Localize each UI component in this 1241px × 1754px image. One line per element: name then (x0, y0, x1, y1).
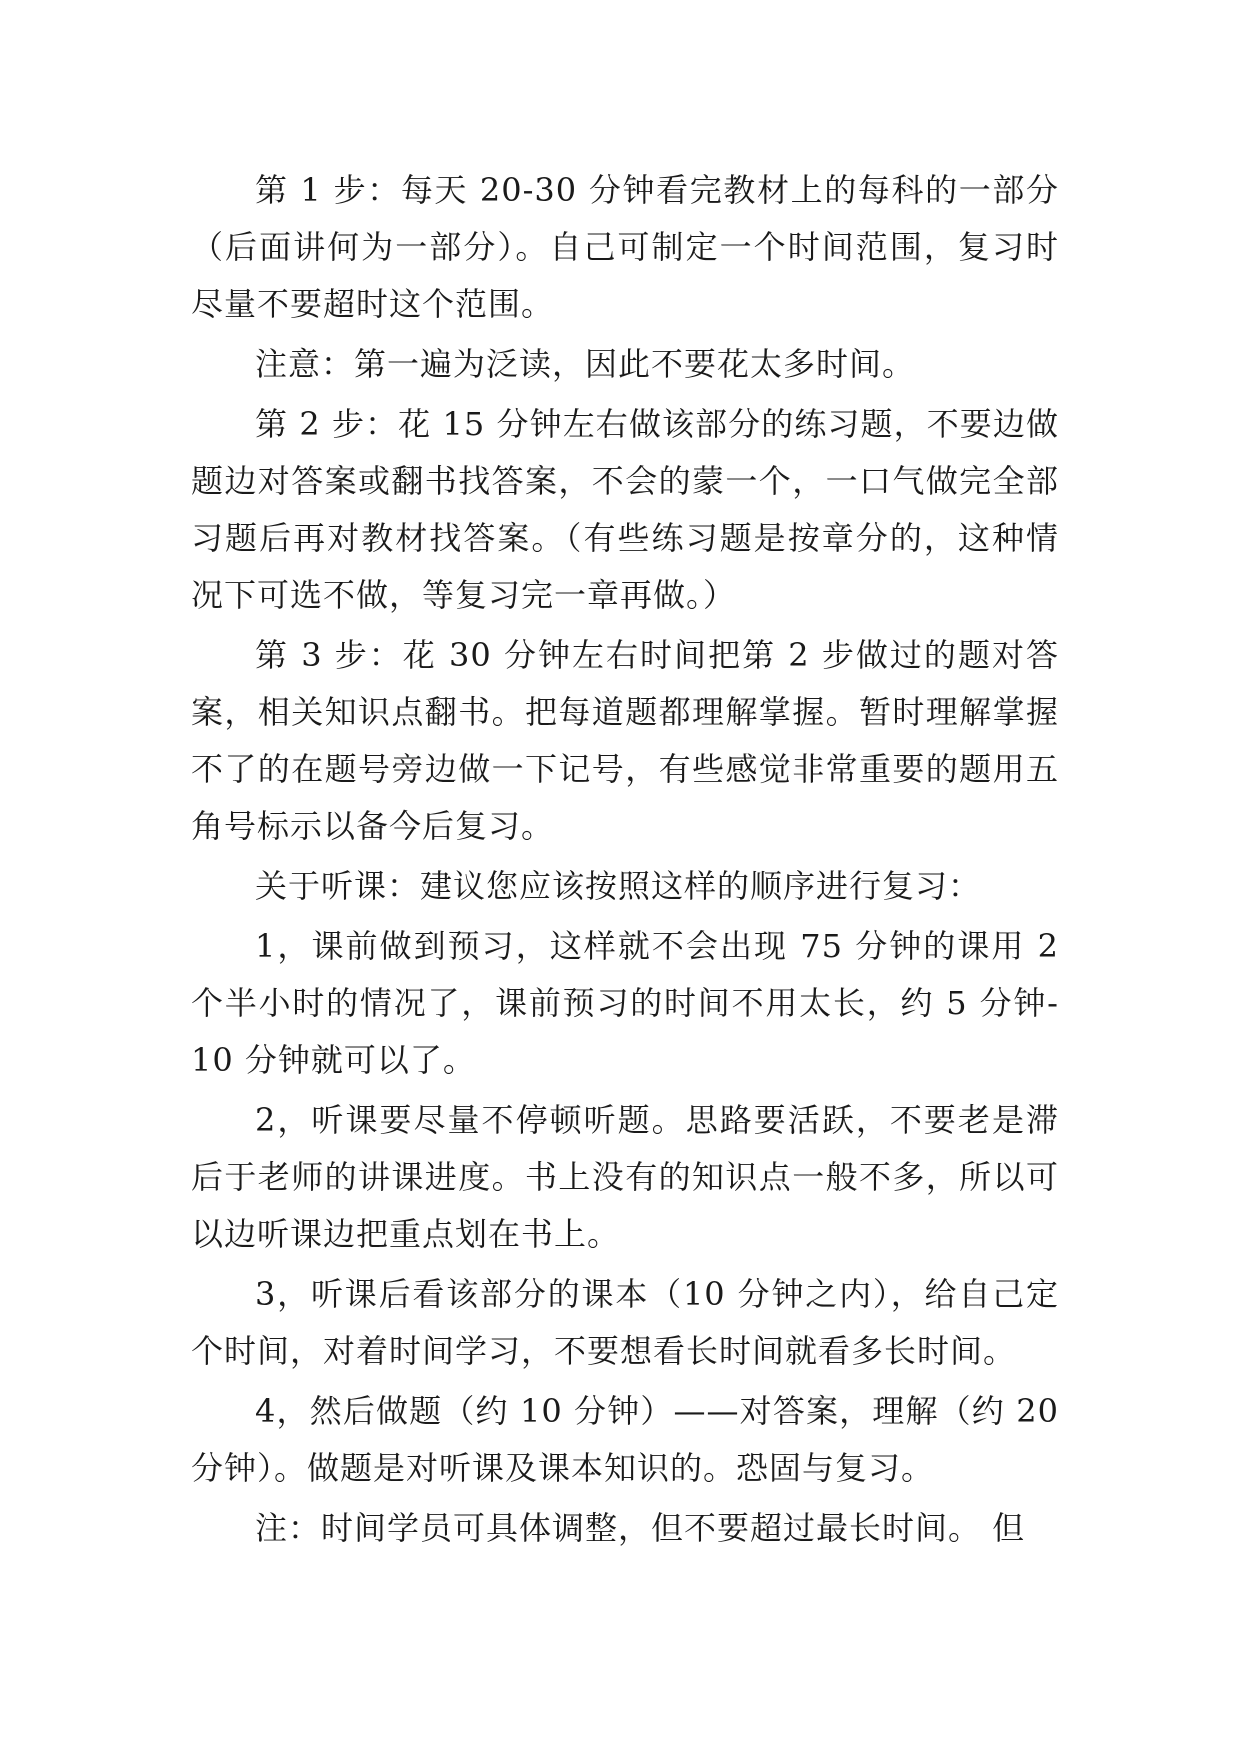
step-1-paragraph: 第 1 步：每天 20-30 分钟看完教材上的每科的一部分（后面讲何为一部分）。自己可制定一个时间范围，复习时尽量不要超时这个范围。 (191, 171, 1059, 323)
step-2-paragraph: 第 2 步：花 15 分钟左右做该部分的练习题，不要边做题边对答案或翻书找答案，不会的蒙一个，一口气做完全部习题后再对教材找答案。（有些练习题是按章分的，这种情况下可选不做，等复习完一章再做。） (191, 405, 1059, 614)
lecture-item-1: 1，课前做到预习，这样就不会出现 75 分钟的课用 2 个半小时的情况了，课前预习的时间不用太长，约 5 分钟-10 分钟就可以了。 (191, 927, 1059, 1079)
lecture-item-3: 3，听课后看该部分的课本（10 分钟之内），给自己定个时间，对着时间学习，不要想看长时间就看多长时间。 (191, 1275, 1059, 1370)
lecture-item-4: 4，然后做题（约 10 分钟）——对答案，理解（约 20 分钟）。做题是对听课及课本知识的。恐固与复习。 (191, 1392, 1059, 1487)
document-body (191, 162, 1059, 1560)
note-paragraph: 注意：第一遍为泛读，因此不要花太多时间。 (255, 345, 916, 383)
lecture-intro-paragraph: 关于听课：建议您应该按照这样的顺序进行复习： (255, 867, 982, 905)
step-3-paragraph: 第 3 步：花 30 分钟左右时间把第 2 步做过的题对答案，相关知识点翻书。把每道题都理解掌握。暂时理解掌握不了的在题号旁边做一下记号，有些感觉非常重要的题用五角号标示以备今后复习。 (191, 636, 1059, 845)
closing-note-paragraph: 注：时间学员可具体调整，但不要超过最长时间。 但 (255, 1509, 1026, 1547)
lecture-item-2: 2，听课要尽量不停顿听题。思路要活跃，不要老是滞后于老师的讲课进度。书上没有的知识点一般不多，所以可以边听课边把重点划在书上。 (191, 1101, 1059, 1253)
